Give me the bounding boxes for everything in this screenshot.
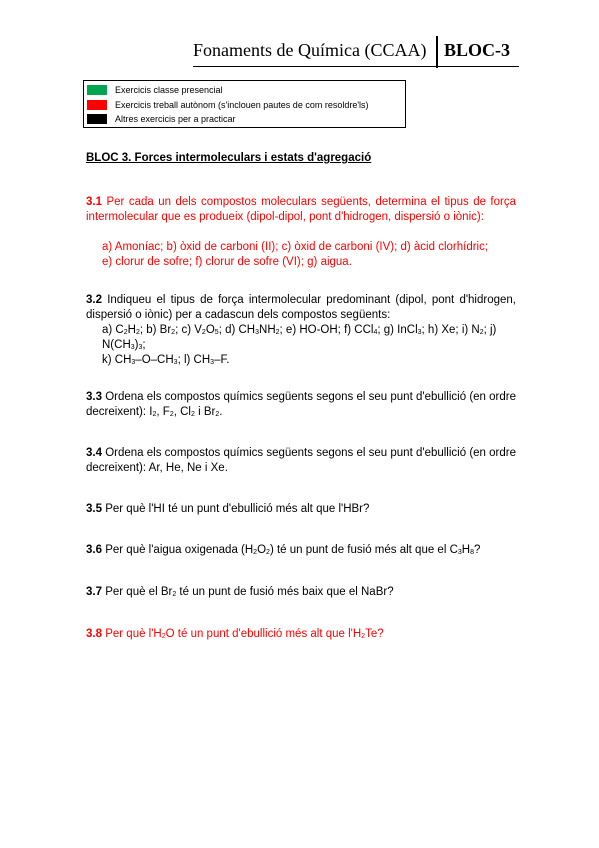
legend-label: Exercicis treball autònom (s'inclouen pautes de com resoldre'ls)	[115, 100, 369, 110]
exercise-number: 3.7	[86, 586, 102, 598]
red-swatch	[87, 100, 107, 110]
exercise-number: 3.8	[86, 628, 102, 640]
exercise-3-4	[86, 446, 516, 476]
options-line: e) clorur de sofre; f) clorur de sofre (VI); g) aigua.	[102, 256, 352, 268]
bloc-label: BLOC-3	[444, 40, 511, 60]
green-swatch	[87, 85, 107, 95]
header-divider	[436, 36, 438, 68]
exercise-3-8: 3.8 Per què $l'H_2O$ té un punt d'ebullició més alt que $l'H_2Te$?	[86, 628, 384, 640]
exercise-3-2-options	[102, 323, 516, 368]
exercise-number: 3.1	[86, 196, 102, 208]
legend-label: Altres exercicis per a practicar	[115, 114, 236, 124]
exercise-3-2	[86, 293, 516, 323]
legend-item-red	[87, 99, 369, 111]
exercise-3-1	[86, 195, 516, 225]
exercise-number: 3.6	[86, 544, 102, 556]
exercise-number: 3.2	[86, 294, 102, 306]
exercise-3-3: 3.3 Ordena els compostos químics següents segons el seu punt d'ebullició (en ordre decreixent): $I_2$, $F_2$, $Cl_2$ i $Br_2$.	[86, 391, 516, 418]
legend-item-black	[87, 113, 236, 125]
exercise-text: Per què l'HI té un punt d'ebullició més alt que l'HBr?	[105, 503, 370, 515]
exercise-text: Ordena els compostos químics següents segons el seu punt d'ebullició (en ordre decreixent): Ar, He, Ne i Xe.	[86, 447, 516, 474]
options-line: a) Amoníac; b) òxid de carboni (II); c) òxid de carboni (IV); d) àcid clorhídric;	[102, 241, 489, 253]
header-rule	[193, 66, 519, 67]
options-line: a) $C_2H_2$; b) $Br_2$; c) $V_2O_5$; d) $CH_3NH_2$; e) HO-OH; f) CCl$_4$; g) InCl$_3$; h) Xe; i) $N_2$; j) $N(CH_3)_3$;	[102, 324, 497, 351]
exercise-number: 3.3	[86, 391, 102, 403]
section-title: BLOC 3. Forces intermoleculars i estats d'agregació	[86, 152, 372, 164]
document-title: Fonaments de Química (CCAA)	[193, 40, 427, 60]
legend-item-green	[87, 84, 223, 96]
legend-label: Exercicis classe presencial	[115, 85, 223, 95]
exercise-number: 3.4	[86, 447, 102, 459]
exercise-3-7: 3.7 Per què el $Br_2$ té un punt de fusió més baix que el NaBr?	[86, 586, 394, 598]
color-legend	[83, 80, 406, 128]
exercise-text: Indiqueu el tipus de força intermolecular predominant (dipol, pont d'hidrogen, dispersió o iònic) per a cadascun dels compostos següents:	[86, 294, 516, 321]
options-line: k) $CH_3-O-CH_3$; l) $CH_3-F$.	[102, 354, 230, 366]
exercise-3-5	[86, 502, 516, 517]
exercise-text: Per cada un dels compostos moleculars següents, determina el tipus de força intermolecular que es produeix (dipol-dipol, pont d'hidrogen, dispersió o iònic):	[86, 196, 517, 223]
exercise-number: 3.5	[86, 503, 102, 515]
exercise-3-1-options	[102, 240, 516, 270]
exercise-3-6: 3.6 Per què l'aigua oxigenada $(H_2O_2)$ té un punt de fusió més alt que el $C_3H_8$?	[86, 544, 481, 556]
black-swatch	[87, 114, 107, 124]
